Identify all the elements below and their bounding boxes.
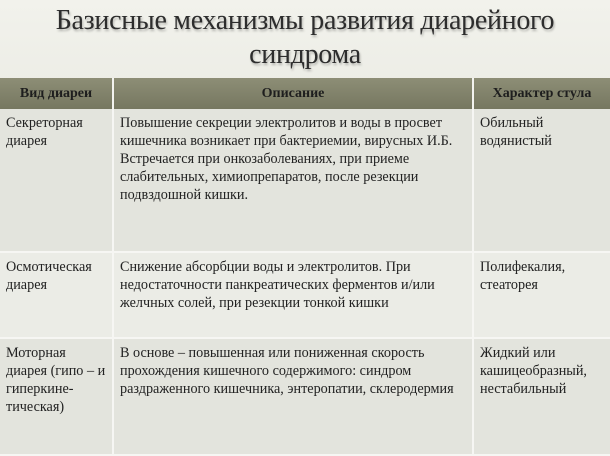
slide-title-line-2: синдрома [249, 39, 361, 70]
slide-title-line-1: Базисные механизмы развития диарейного [55, 5, 555, 36]
cell-description: В основе – повышенная или пониженная скорость прохождения кишечного содержимого: синдром раздраженного кишечника, энтеропатии, склеродермия [113, 338, 473, 455]
cell-stool: Обильный водянистый [473, 109, 610, 252]
cell-type: Осмотическая диарея [0, 252, 113, 338]
table-row [0, 109, 610, 252]
diarrhea-mechanisms-table [0, 78, 610, 456]
cell-type: Моторная диарея (гипо – и гиперкине-тическая) [0, 338, 113, 455]
table-header-row [0, 78, 610, 109]
cell-description: Повышение секреции электролитов и воды в просвет кишечника возникает при бактериемии, вирусных И.Б. Встречается при онкозаболеваниях, при приеме слабительных, химиопрепаратов, после резекции подвздошной кишки. [113, 109, 473, 252]
header-stool: Характер стула [473, 78, 610, 109]
table-row [0, 252, 610, 338]
cell-stool: Жидкий или кашицеобразный, нестабильный [473, 338, 610, 455]
table-row [0, 338, 610, 455]
cell-stool: Полифекалия, стеаторея [473, 252, 610, 338]
slide-title [0, 4, 610, 72]
header-type: Вид диареи [0, 78, 113, 109]
cell-description: Снижение абсорбции воды и электролитов. При недостаточности панкреатических ферментов и/или желчных солей, при резекции тонкой кишки [113, 252, 473, 338]
header-description: Описание [113, 78, 473, 109]
cell-type: Секреторная диарея [0, 109, 113, 252]
